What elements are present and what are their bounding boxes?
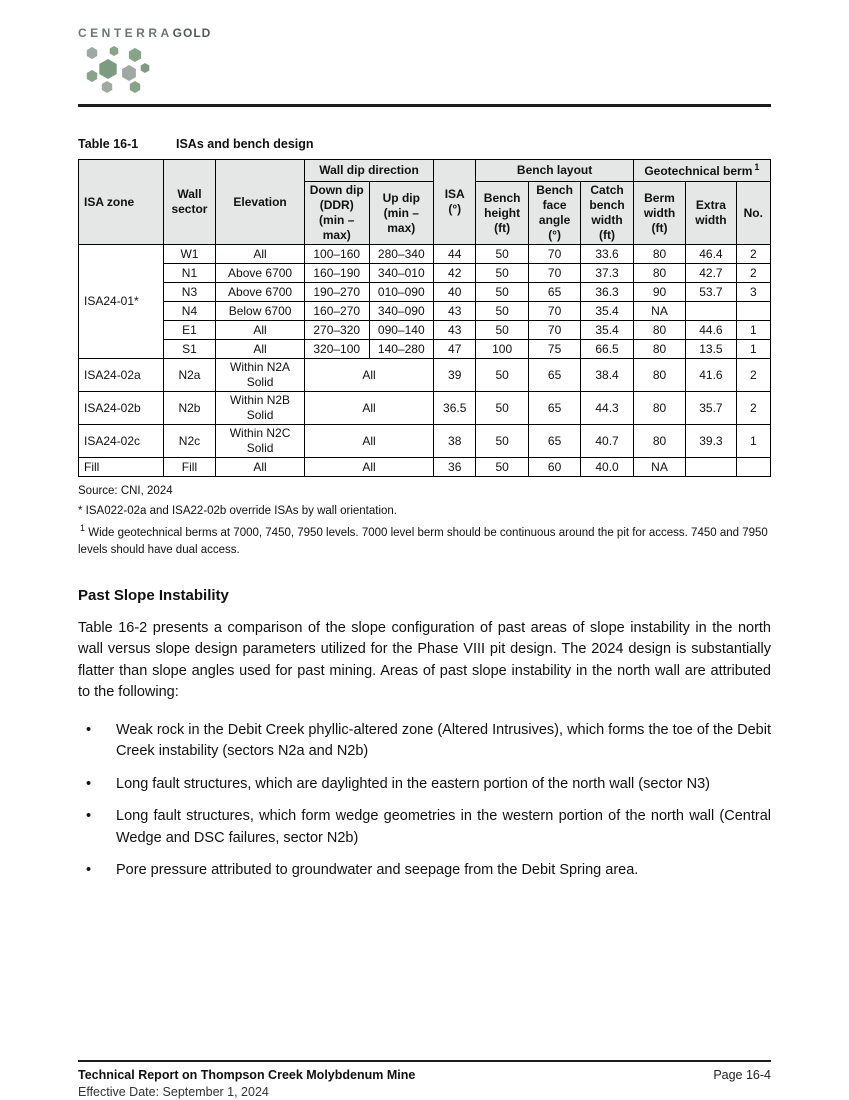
table-cell: 42 <box>434 264 476 283</box>
table-cell: E1 <box>163 321 215 340</box>
header-divider <box>78 104 771 107</box>
list-item <box>78 860 771 882</box>
table-row <box>79 264 771 283</box>
table-cell: 2 <box>736 359 770 392</box>
table-cell: All <box>216 458 305 477</box>
table-cell: 80 <box>633 245 685 264</box>
table-footnotes <box>78 483 771 559</box>
table-cell: All <box>216 340 305 359</box>
table-footnote-star: * ISA022-02a and ISA22-02b override ISAs by wall orientation. <box>78 504 397 517</box>
table-cell: 44 <box>434 245 476 264</box>
table-cell: 43 <box>434 302 476 321</box>
footer-row <box>78 1068 771 1082</box>
list-item <box>78 774 771 796</box>
bullet-icon: • <box>86 775 92 792</box>
col-header-catch-bench-width: Catch bench width (ft) <box>581 182 633 245</box>
table-cell: All <box>304 458 433 477</box>
bullet-icon: • <box>86 862 92 879</box>
table-cell: 340–090 <box>369 302 434 321</box>
table-cell: 40.0 <box>581 458 633 477</box>
table-cell: N2a <box>163 359 215 392</box>
list-item <box>78 720 771 763</box>
table-row <box>79 321 771 340</box>
footer-report-title: Technical Report on Thompson Creek Molybdenum Mine <box>78 1068 416 1082</box>
table-cell <box>736 458 770 477</box>
table-cell: 160–190 <box>304 264 369 283</box>
bullet-icon: • <box>86 721 92 738</box>
table-cell: 35.7 <box>686 392 736 425</box>
table-cell: 39 <box>434 359 476 392</box>
table-cell <box>736 302 770 321</box>
table-cell-zone: Fill <box>79 458 164 477</box>
table-cell: 50 <box>476 392 528 425</box>
table-row <box>79 340 771 359</box>
table-cell: 090–140 <box>369 321 434 340</box>
col-header-isa-zone: ISA zone <box>79 160 164 245</box>
berm-group-label: Geotechnical berm <box>644 164 753 178</box>
table-cell: W1 <box>163 245 215 264</box>
table-cell: 340–010 <box>369 264 434 283</box>
table-cell: 2 <box>736 245 770 264</box>
table-cell: 90 <box>633 283 685 302</box>
table-cell: 43 <box>434 321 476 340</box>
table-cell: 50 <box>476 359 528 392</box>
table-cell-zone: ISA24-02b <box>79 392 164 425</box>
table-cell: 1 <box>736 340 770 359</box>
page-footer <box>78 1060 771 1099</box>
col-header-elevation: Elevation <box>216 160 305 245</box>
table-cell: 47 <box>434 340 476 359</box>
table-cell: 50 <box>476 264 528 283</box>
table-footnote-1 <box>78 522 771 558</box>
table-cell: 75 <box>528 340 580 359</box>
table-cell: Within N2B Solid <box>216 392 305 425</box>
table-cell: 70 <box>528 321 580 340</box>
table-cell: Fill <box>163 458 215 477</box>
table-caption-label: Table 16-1 <box>78 137 139 151</box>
table-cell: 80 <box>633 425 685 458</box>
table-cell: 65 <box>528 359 580 392</box>
table-cell: 100 <box>476 340 528 359</box>
table-cell: Below 6700 <box>216 302 305 321</box>
table-cell-zone: ISA24-02a <box>79 359 164 392</box>
table-cell: All <box>304 359 433 392</box>
table-cell: 37.3 <box>581 264 633 283</box>
table-cell: 38.4 <box>581 359 633 392</box>
table-cell: 3 <box>736 283 770 302</box>
table-cell: 46.4 <box>686 245 736 264</box>
table-cell: 36.3 <box>581 283 633 302</box>
col-header-bench-height: Bench height (ft) <box>476 182 528 245</box>
col-header-up-dip: Up dip (min – max) <box>369 182 434 245</box>
table-cell: N4 <box>163 302 215 321</box>
bullet-text: Long fault structures, which form wedge geometries in the western portion of the north wall (Central Wedge and DSC failures, sector N2b) <box>116 808 771 846</box>
table-cell: 80 <box>633 321 685 340</box>
footer-effective-date: Effective Date: September 1, 2024 <box>78 1085 269 1099</box>
col-header-down-dip: Down dip (DDR) (min – max) <box>304 182 369 245</box>
table-cell: 70 <box>528 245 580 264</box>
col-group-wall-dip-direction: Wall dip direction <box>304 160 433 182</box>
bullet-text: Long fault structures, which are daylighted in the eastern portion of the north wall (sector N3) <box>116 775 711 792</box>
table-cell: 80 <box>633 340 685 359</box>
col-group-bench-layout: Bench layout <box>476 160 633 182</box>
table-row <box>79 392 771 425</box>
col-header-no: No. <box>736 182 770 245</box>
table-cell: 50 <box>476 425 528 458</box>
table-cell-zone: ISA24-01* <box>79 245 164 359</box>
table-cell: 65 <box>528 392 580 425</box>
footnote-1-marker: 1 <box>80 523 86 534</box>
table-cell: 36.5 <box>434 392 476 425</box>
table-cell: Above 6700 <box>216 264 305 283</box>
table-cell: 190–270 <box>304 283 369 302</box>
table-cell-zone: ISA24-02c <box>79 425 164 458</box>
table-cell <box>686 458 736 477</box>
table-cell: 60 <box>528 458 580 477</box>
table-cell: 42.7 <box>686 264 736 283</box>
table-cell: 010–090 <box>369 283 434 302</box>
table-row <box>79 458 771 477</box>
table-cell: All <box>216 321 305 340</box>
bullet-list <box>78 720 771 882</box>
table-cell: All <box>216 245 305 264</box>
table-row <box>79 245 771 264</box>
col-header-bench-face-angle: Bench face angle (°) <box>528 182 580 245</box>
logo-brand-bold-text: GOLD <box>172 26 212 40</box>
table-cell: 50 <box>476 302 528 321</box>
table-cell: 50 <box>476 245 528 264</box>
berm-group-footnote-ref: 1 <box>754 162 760 172</box>
table-cell: 44.3 <box>581 392 633 425</box>
footnote-1-text: Wide geotechnical berms at 7000, 7450, 7950 levels. 7000 level berm should be continuous around the pit for access. 7450 and 7950 levels should have dual access. <box>78 527 768 556</box>
table-cell: 140–280 <box>369 340 434 359</box>
col-header-berm-width: Berm width (ft) <box>633 182 685 245</box>
table-cell <box>686 302 736 321</box>
bullet-text: Weak rock in the Debit Creek phyllic-altered zone (Altered Intrusives), which forms the toe of the Debit Creek instability (sectors N2a and N2b) <box>116 721 771 760</box>
table-cell: 50 <box>476 283 528 302</box>
table-cell: 80 <box>633 359 685 392</box>
table-cell: 280–340 <box>369 245 434 264</box>
table-cell: 36 <box>434 458 476 477</box>
table-cell: 65 <box>528 283 580 302</box>
table-cell: 80 <box>633 264 685 283</box>
table-cell: All <box>304 392 433 425</box>
table-cell: 66.5 <box>581 340 633 359</box>
table-caption <box>78 137 771 151</box>
table-cell: All <box>304 425 433 458</box>
table-cell: Within N2C Solid <box>216 425 305 458</box>
table-cell: 2 <box>736 392 770 425</box>
table-cell: 50 <box>476 321 528 340</box>
table-cell: 35.4 <box>581 321 633 340</box>
table-cell: S1 <box>163 340 215 359</box>
table-cell: N2c <box>163 425 215 458</box>
table-cell: 70 <box>528 302 580 321</box>
table-cell: N2b <box>163 392 215 425</box>
bullet-text: Pore pressure attributed to groundwater and seepage from the Debit Spring area. <box>116 862 639 879</box>
footer-page-number: Page 16-4 <box>713 1068 771 1082</box>
table-row <box>79 283 771 302</box>
table-cell: 40.7 <box>581 425 633 458</box>
bench-design-table <box>78 159 771 477</box>
table-cell: 2 <box>736 264 770 283</box>
table-cell: 13.5 <box>686 340 736 359</box>
table-cell: 38 <box>434 425 476 458</box>
table-cell: 44.6 <box>686 321 736 340</box>
table-cell: 70 <box>528 264 580 283</box>
table-cell: NA <box>633 302 685 321</box>
table-cell: N1 <box>163 264 215 283</box>
table-cell: 1 <box>736 425 770 458</box>
table-source-note: Source: CNI, 2024 <box>78 485 173 497</box>
table-cell: Within N2A Solid <box>216 359 305 392</box>
col-header-isa: ISA (°) <box>434 160 476 245</box>
table-cell: 1 <box>736 321 770 340</box>
logo-brand-text: CENTERRA <box>78 26 173 40</box>
table-cell: 39.3 <box>686 425 736 458</box>
table-cell: 41.6 <box>686 359 736 392</box>
table-row <box>79 359 771 392</box>
table-cell: 65 <box>528 425 580 458</box>
company-logo <box>78 26 771 98</box>
col-header-wall-sector: Wall sector <box>163 160 215 245</box>
section-paragraph: Table 16-2 presents a comparison of the slope configuration of past areas of slope instability in the north wall versus slope design parameters utilized for the Phase VIII pit design. The 2024 design is substantially flatter than slope angles used for past mining. Areas of past slope instability in the north wall are attributed to the following: <box>78 619 771 701</box>
table-cell: 40 <box>434 283 476 302</box>
table-cell: NA <box>633 458 685 477</box>
table-cell: 80 <box>633 392 685 425</box>
table-row <box>79 425 771 458</box>
table-cell: 160–270 <box>304 302 369 321</box>
col-header-extra-width: Extra width <box>686 182 736 245</box>
table-cell: 33.6 <box>581 245 633 264</box>
list-item <box>78 806 771 849</box>
table-cell: 35.4 <box>581 302 633 321</box>
table-cell: 53.7 <box>686 283 736 302</box>
col-group-geotechnical-berm <box>633 160 770 182</box>
table-row <box>79 302 771 321</box>
table-header-row <box>79 160 771 182</box>
table-cell: N3 <box>163 283 215 302</box>
table-cell: 100–160 <box>304 245 369 264</box>
table-cell: 320–100 <box>304 340 369 359</box>
table-cell: 270–320 <box>304 321 369 340</box>
section-heading: Past Slope Instability <box>78 586 229 604</box>
bullet-icon: • <box>86 808 92 825</box>
table-cell: 50 <box>476 458 528 477</box>
table-caption-title: ISAs and bench design <box>176 137 314 151</box>
hexagon-cluster-icon <box>78 43 771 95</box>
table-cell: Above 6700 <box>216 283 305 302</box>
logo-wordmark <box>78 26 771 40</box>
